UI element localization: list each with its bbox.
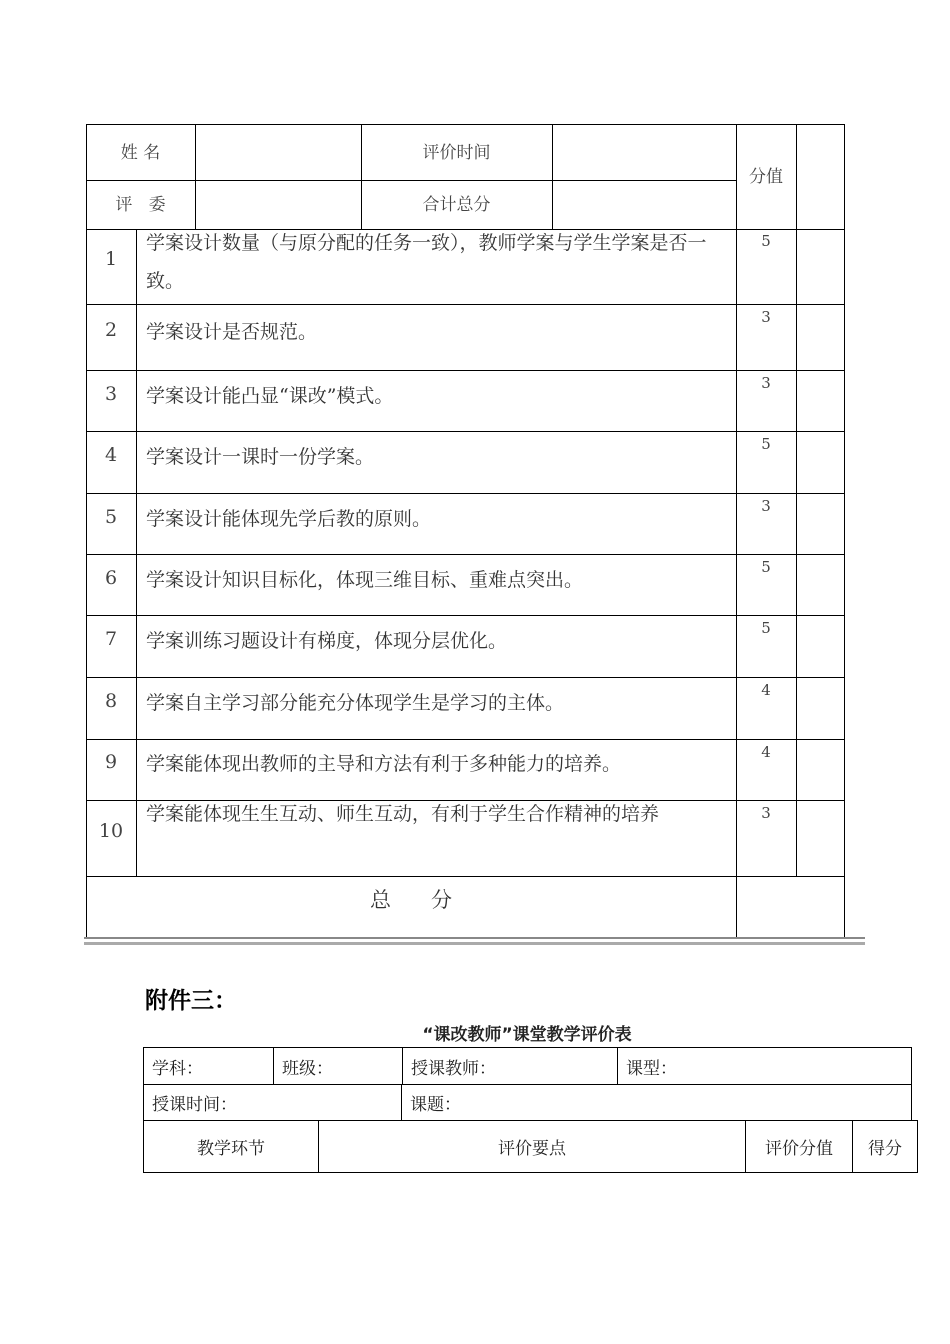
class-cell[interactable]	[274, 1048, 403, 1085]
criterion-text: 学案设计数量（与原分配的任务一致），教师学案与学生学案是否一致。	[146, 232, 707, 292]
evaluation-time-field[interactable]	[553, 125, 736, 180]
judge-label: 评 委	[115, 195, 166, 215]
lesson-type-label: 课型：	[626, 1058, 677, 1079]
criterion-score: 4	[761, 681, 771, 699]
total-score-row-label: 总 分	[369, 888, 453, 912]
subject-cell[interactable]	[144, 1048, 274, 1085]
classroom-evaluation-table	[143, 1047, 918, 1173]
criterion-score: 5	[761, 232, 771, 250]
criterion-text: 学案自主学习部分能充分体现学生是学习的主体。	[146, 692, 565, 714]
subject-label: 学科：	[152, 1058, 203, 1079]
criterion-score: 3	[761, 374, 771, 392]
criterion-score: 3	[761, 497, 771, 515]
row-number: 5	[104, 506, 118, 528]
topic-cell[interactable]	[402, 1085, 912, 1121]
criterion-text: 学案训练习题设计有梯度，体现分层优化。	[146, 630, 508, 652]
row-number: 3	[104, 383, 118, 405]
name-label: 姓 名	[120, 143, 161, 163]
total-score-value-field[interactable]	[737, 877, 844, 937]
total-score-field[interactable]	[553, 181, 736, 229]
row-number: 6	[104, 567, 118, 589]
row-number: 2	[104, 319, 118, 341]
teacher-label: 授课教师：	[411, 1058, 496, 1079]
row-number: 8	[104, 690, 118, 712]
total-score-label: 合计总分	[422, 195, 491, 215]
teacher-cell[interactable]	[403, 1048, 618, 1085]
criterion-text: 学案设计能体现先学后教的原则。	[146, 508, 432, 530]
row-number: 1	[104, 248, 118, 270]
row-number: 9	[104, 751, 118, 773]
criterion-score: 5	[761, 619, 771, 637]
table-2-caption: “课改教师”课堂教学评价表	[422, 1025, 632, 1045]
criterion-score: 5	[761, 558, 771, 576]
criterion-text: 学案能体现生生互动、师生互动，有利于学生合作精神的培养	[146, 803, 660, 825]
criterion-text: 学案设计是否规范。	[146, 321, 318, 343]
row-number: 4	[104, 444, 118, 466]
class-label: 班级：	[282, 1058, 333, 1079]
criterion-score: 5	[761, 435, 771, 453]
criterion-score: 4	[761, 743, 771, 761]
judge-value-field[interactable]	[196, 181, 361, 229]
criterion-text: 学案设计知识目标化，体现三维目标、重难点突出。	[146, 569, 584, 591]
lesson-time-cell[interactable]	[144, 1085, 402, 1121]
attachment-title: 附件三：	[145, 988, 237, 1014]
row-number: 10	[98, 820, 124, 842]
topic-label: 课题：	[410, 1095, 461, 1115]
name-value-field[interactable]	[196, 125, 361, 180]
score-column-label: 分值	[749, 167, 783, 187]
criterion-text: 学案能体现出教师的主导和方法有利于多种能力的培养。	[146, 753, 622, 775]
header-evaluation-value: 评价分值	[746, 1121, 853, 1173]
row-number: 7	[104, 628, 118, 650]
criterion-score: 3	[761, 308, 771, 326]
header-teaching-stage: 教学环节	[144, 1121, 319, 1173]
criterion-text: 学案设计能凸显“课改”模式。	[146, 385, 394, 407]
lesson-type-cell[interactable]	[618, 1048, 912, 1085]
evaluation-time-label: 评价时间	[422, 143, 491, 163]
criterion-text: 学案设计一课时一份学案。	[146, 446, 375, 468]
header-evaluation-points: 评价要点	[319, 1121, 746, 1173]
header-score: 得分	[853, 1121, 918, 1173]
lesson-time-label: 授课时间：	[152, 1095, 237, 1115]
criterion-score: 3	[761, 804, 771, 822]
